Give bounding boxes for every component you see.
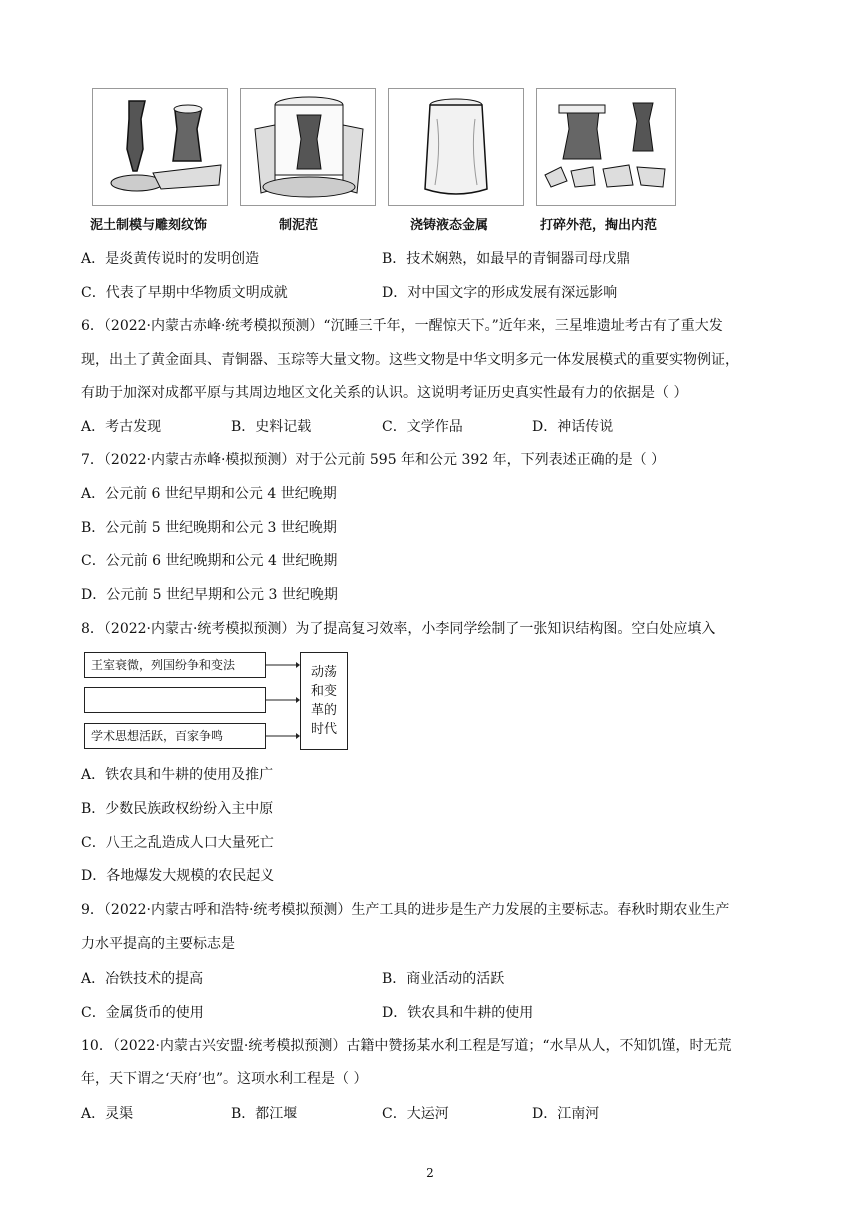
clay-mold-icon: [241, 89, 375, 205]
q5-option-b: B．技术娴熟，如最早的青铜器司母戊鼎: [382, 251, 631, 267]
q9-option-c: C．金属货币的使用: [81, 1005, 204, 1021]
broken-mold-icon: [537, 89, 675, 205]
q9-stem-line-2: 力水平提高的主要标志是: [81, 936, 235, 952]
figure-clay-mold: [240, 88, 376, 206]
q7-option-b: B．公元前 5 世纪晚期和公元 3 世纪晚期: [81, 520, 337, 536]
q6-option-d: D．神话传说: [532, 419, 614, 435]
q9-option-b: B．商业活动的活跃: [382, 971, 505, 987]
casting-icon: [389, 89, 523, 205]
diagram-target-line-3: 革的: [310, 703, 337, 718]
figure-caption-4: 打碎外范，掏出内范: [540, 218, 658, 233]
page-number: 2: [426, 1166, 434, 1180]
diagram-target-line-2: 和变: [310, 684, 337, 699]
figure-caption-2: 制泥范: [279, 218, 319, 233]
figure-casting: [388, 88, 524, 206]
q7-option-d: D．公元前 5 世纪早期和公元 3 世纪晚期: [81, 587, 338, 603]
q7-stem: 7．（2022·内蒙古赤峰·模拟预测）对于公元前 595 年和公元 392 年，下列表述正确的是（ ）: [81, 452, 666, 468]
q7-option-c: C．公元前 6 世纪晚期和公元 4 世纪晚期: [81, 553, 338, 569]
figure-broken-mold: [536, 88, 676, 206]
diagram-box-3: 学术思想活跃，百家争鸣: [84, 723, 266, 749]
q9-stem-line-1: 9．（2022·内蒙古呼和浩特·统考模拟预测）生产工具的进步是生产力发展的主要标志。春秋时期农业生产: [81, 902, 730, 918]
figure-caption-1: 泥土制模与雕刻纹饰: [90, 218, 208, 233]
q5-option-a: A．是炎黄传说时的发明创造: [81, 251, 260, 267]
q10-option-b: B．都江堰: [231, 1106, 298, 1122]
q9-option-d: D．铁农具和牛耕的使用: [382, 1005, 534, 1021]
q6-option-c: C．文学作品: [382, 419, 463, 435]
diagram-box-blank: [84, 687, 266, 713]
q5-option-d: D．对中国文字的形成发展有深远影响: [382, 285, 618, 301]
q8-option-c: C．八王之乱造成人口大量死亡: [81, 835, 274, 851]
q5-option-c: C．代表了早期中华物质文明成就: [81, 285, 288, 301]
q9-option-a: A．冶铁技术的提高: [81, 971, 204, 987]
q6-option-b: B．史料记载: [231, 419, 312, 435]
q8-option-b: B．少数民族政权纷纷入主中原: [81, 801, 274, 817]
q8-option-a: A．铁农具和牛耕的使用及推广: [81, 767, 274, 783]
figure-caption-3: 浇铸液态金属: [410, 218, 489, 233]
q8-stem: 8．（2022·内蒙古·统考模拟预测）为了提高复习效率，小李同学绘制了一张知识结构图。空白处应填入: [81, 621, 716, 637]
figure-vessel-model: [92, 88, 228, 206]
diagram-target-box: [300, 652, 348, 750]
diagram-target-line-1: 动荡: [310, 665, 337, 680]
diagram-box-1: 王室衰微，列国纷争和变法: [84, 652, 266, 678]
diagram-target-line-4: 时代: [310, 722, 337, 737]
q7-option-a: A．公元前 6 世纪早期和公元 4 世纪晚期: [81, 486, 337, 502]
diagram-arrows: [266, 652, 300, 750]
q6-stem-line-1: 6．（2022·内蒙古赤峰·统考模拟预测）“沉睡三千年，一醒惊天下。”近年来，三星堆遗址考古有了重大发: [81, 318, 723, 334]
q6-stem-line-2: 现，出土了黄金面具、青铜器、玉琮等大量文物。这些文物是中华文明多元一体发展模式的重要实物例证，: [81, 352, 739, 368]
q10-option-d: D．江南河: [532, 1106, 600, 1122]
q10-option-a: A．灵渠: [81, 1106, 134, 1122]
q10-stem-line-1: 10．（2022·内蒙古兴安盟·统考模拟预测）古籍中赞扬某水利工程是写道；“水旱从人，不知饥馑，时无荒: [81, 1038, 732, 1054]
q8-option-d: D．各地爆发大规模的农民起义: [81, 868, 275, 884]
q10-stem-line-2: 年，天下谓之‘天府’也”。这项水利工程是（ ）: [81, 1071, 368, 1087]
vessel-model-icon: [93, 89, 227, 205]
q6-stem-line-3: 有助于加深对成都平原与其周边地区文化关系的认识。这说明考证历史真实性最有力的依据是（ ）: [81, 385, 688, 401]
q6-option-a: A．考古发现: [81, 419, 162, 435]
q10-option-c: C．大运河: [382, 1106, 449, 1122]
